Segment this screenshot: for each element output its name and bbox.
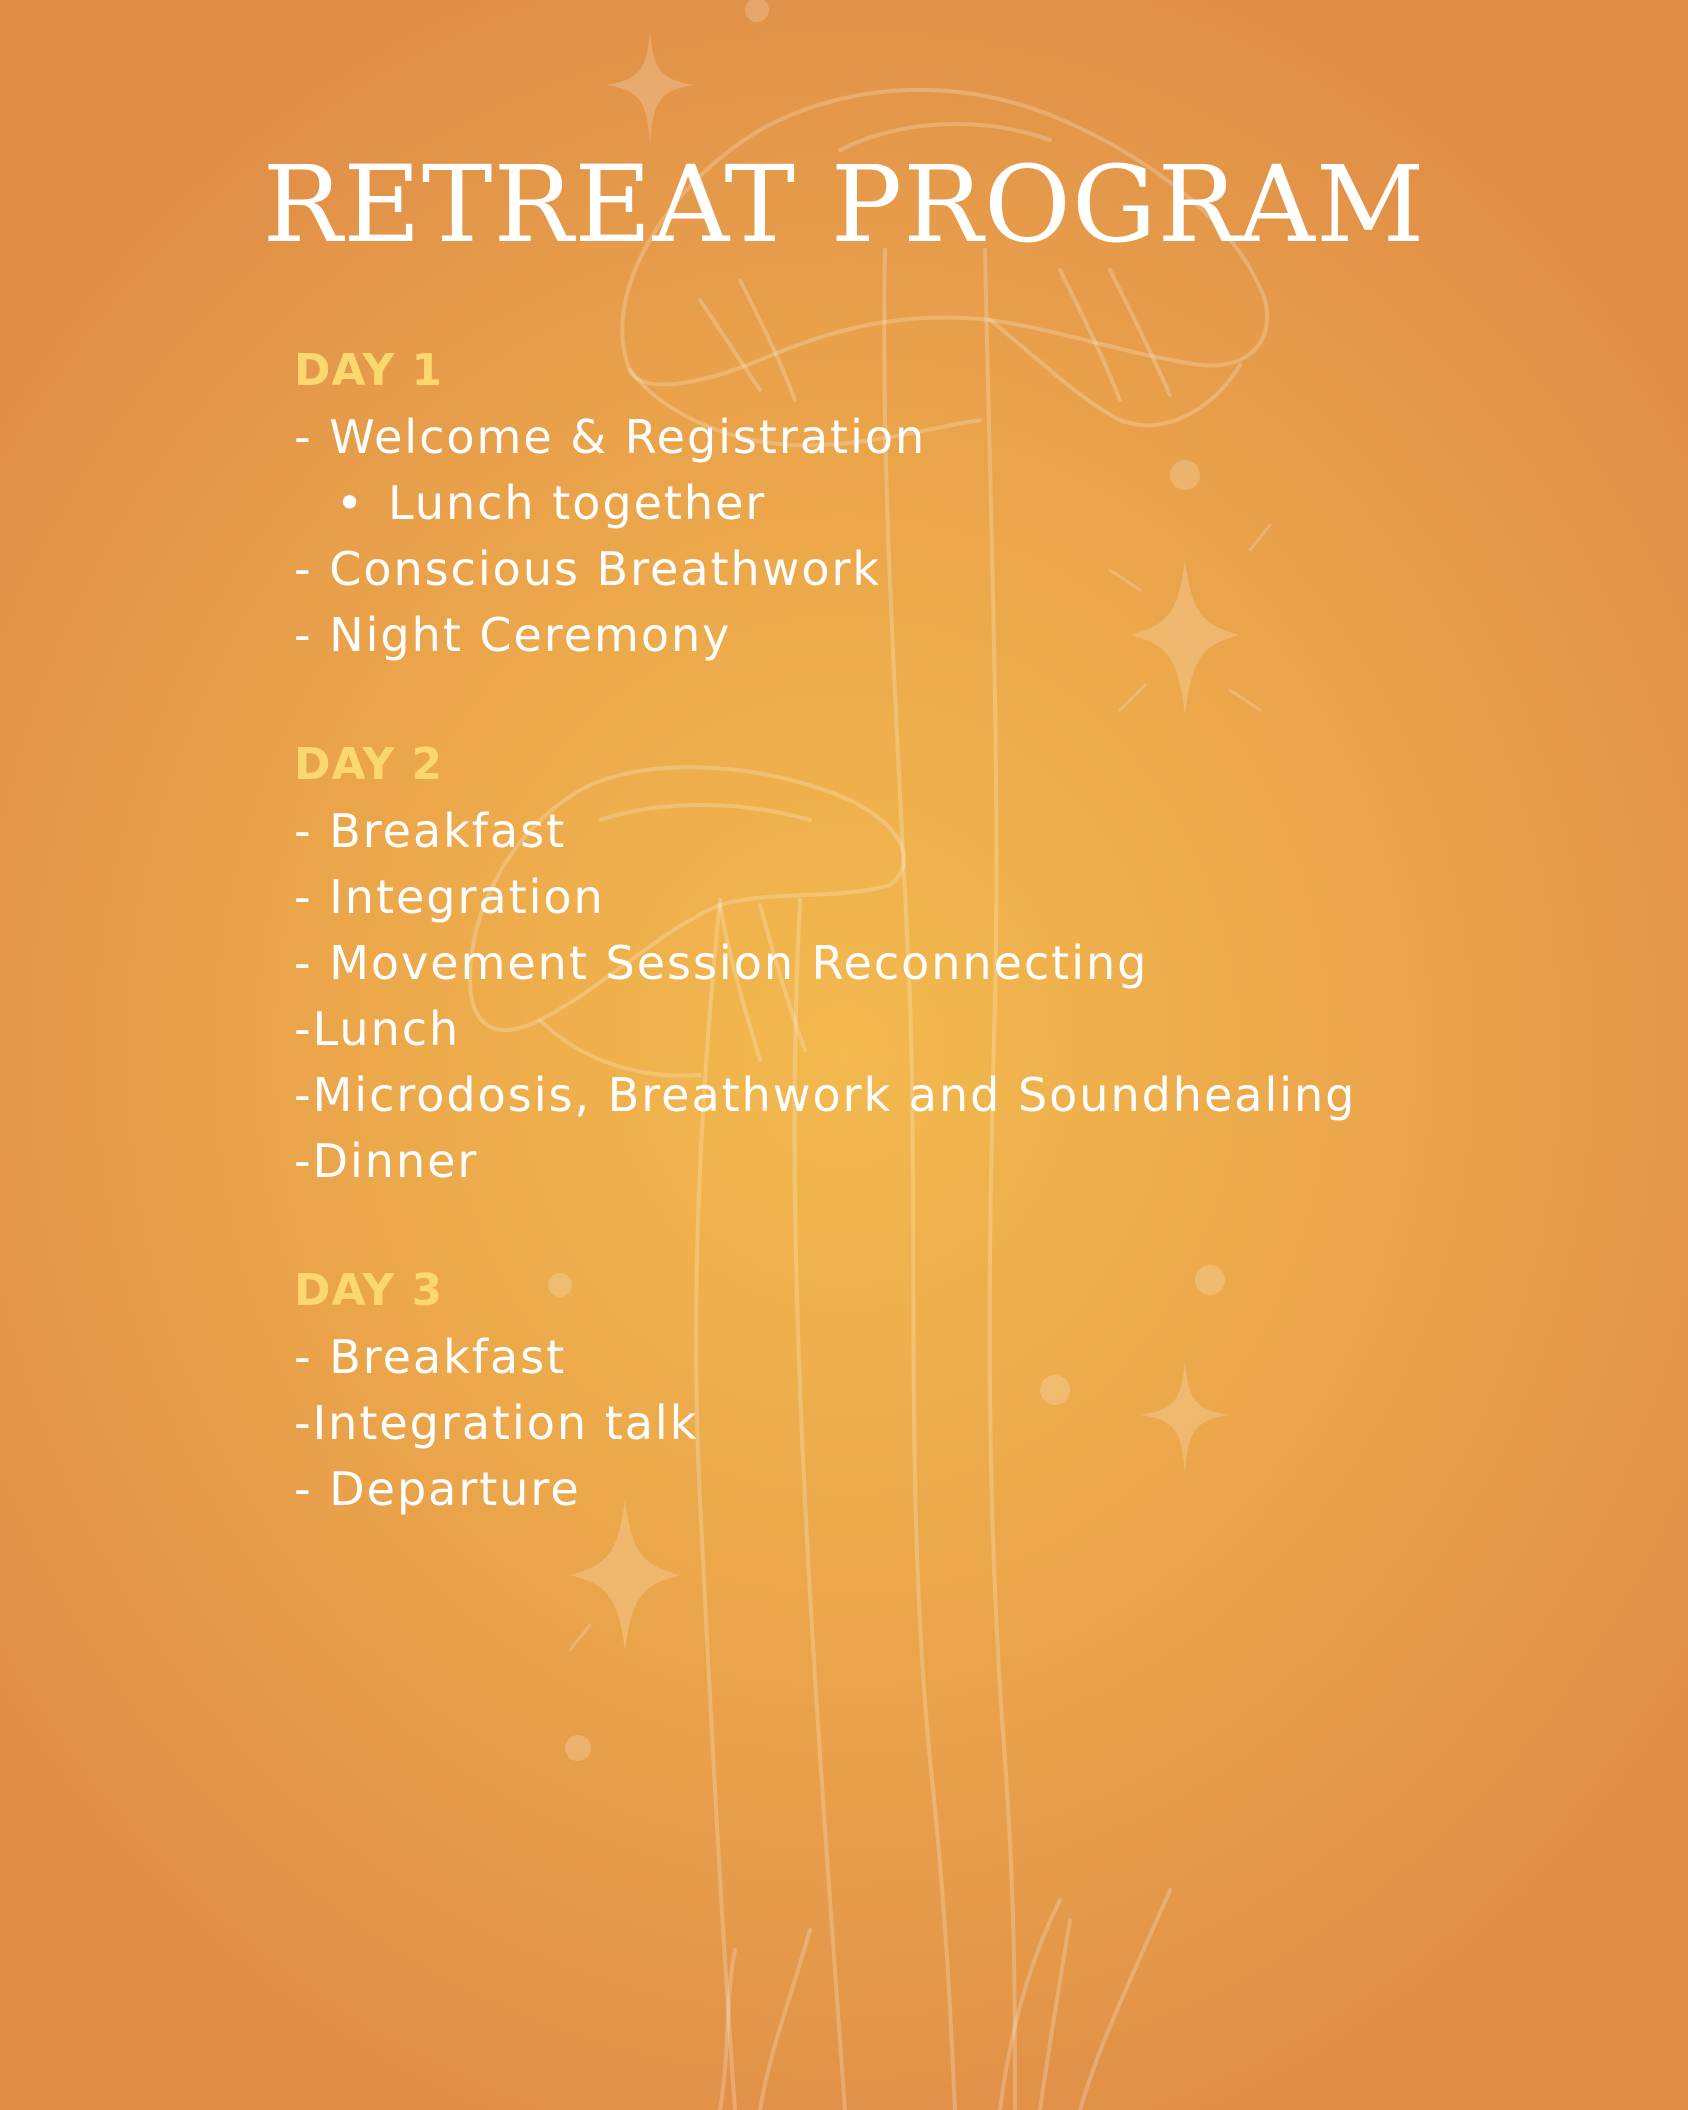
dot-icon [745, 0, 769, 22]
dot-icon [565, 1735, 591, 1761]
list-item: - Breakfast [294, 1330, 567, 1384]
day-1-label: DAY 1 [294, 345, 444, 396]
day-3-section [294, 1258, 1494, 1522]
day-2-label: DAY 2 [294, 739, 444, 790]
day-1-section [294, 338, 1494, 668]
day-3-label: DAY 3 [294, 1265, 444, 1316]
list-item: -Lunch [294, 1002, 461, 1056]
list-item: -Microdosis, Breathwork and Soundhealing [294, 1068, 1357, 1122]
sparkle-icon [605, 30, 695, 145]
list-item: - Conscious Breathwork [294, 542, 882, 596]
list-item-bullet: • Lunch together [294, 470, 1494, 536]
list-item: - Breakfast [294, 804, 567, 858]
list-item: - Movement Session Reconnecting [294, 936, 1149, 990]
list-item: -Integration talk [294, 1396, 699, 1450]
list-item: - Welcome & Registration [294, 410, 927, 464]
list-item: - Departure [294, 1462, 581, 1516]
program-schedule [294, 338, 1494, 1586]
list-item: - Night Ceremony [294, 608, 732, 662]
page-title: RETREAT PROGRAM [262, 143, 1426, 266]
list-item: - Integration [294, 870, 605, 924]
day-2-section [294, 732, 1494, 1194]
list-item: -Dinner [294, 1134, 479, 1188]
